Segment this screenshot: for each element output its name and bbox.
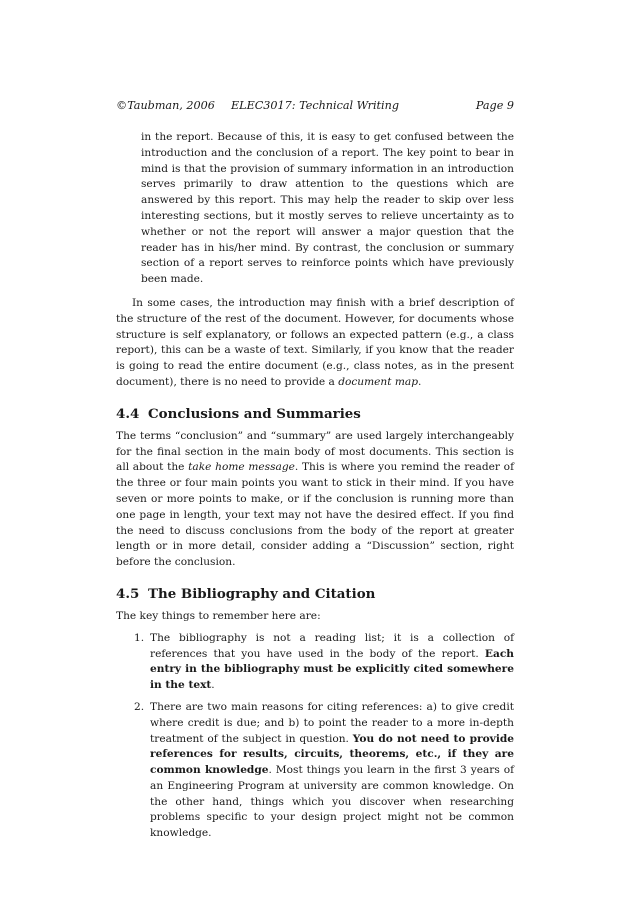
list-item-bold: You do not need to provide references for results, circuits, theorems, etc., if they are common knowledge: [150, 732, 515, 777]
intro-text: In some cases, the introduction may finish with a brief description of the structure of the rest of the document. However, for documents whose structure is self explanatory, or follows an expected pattern (e.g., a class report), this can be a waste of text. Similarly, if you know that the reader is going to read the entire document (e.g., class notes, as in the present document), there is no need to provide a: [116, 296, 514, 388]
section-4-4-paragraph: [116, 429, 514, 571]
section-4-4-text-end: . This is where you remind the reader of the three or four main points you want to stick in their mind. If you have seven or more points to make, or if the conclusion is running more than one page in length, your text may not have the desired effect. If you find the need to discuss conclusions from the body of the report at greater length or in more detail, consider adding a “Discussion” section, right before the conclusion.: [116, 461, 514, 569]
section-4-4-italic-term: take home message: [188, 461, 295, 474]
intro-italic-term: document map: [338, 375, 419, 388]
list-item-text: The bibliography is not a reading list; it is a collection of references that you have used in the body of the report.: [150, 631, 514, 660]
section-heading-4-4: [116, 405, 514, 423]
header-copyright: ©Taubman, 2006: [116, 99, 215, 112]
intro-text-end: .: [418, 375, 422, 388]
list-item-bold: Each entry in the bibliography must be explicitly cited somewhere in the text: [150, 647, 514, 692]
section-heading-4-5: [116, 585, 514, 603]
section-title: Conclusions and Summaries: [148, 405, 361, 422]
header-course-title: ELEC3017: Technical Writing: [230, 99, 400, 112]
list-item-marker: 2.: [134, 700, 145, 713]
section-4-4-text: The terms “conclusion” and “summary” are used largely interchangeably for the final section in the main body of most documents. This section is all about the: [116, 429, 514, 474]
section-title: The Bibliography and Citation: [148, 585, 376, 602]
header-page-number: Page 9: [475, 99, 514, 112]
section-number: 4.5: [116, 585, 140, 602]
intro-paragraph: [116, 296, 514, 391]
continued-indented-block: in the report. Because of this, it is easy to get confused between the introduction and the conclusion of a report. The key point to bear in mind is that the provision of summary information in an introduction serves primarily to draw attention to the questions which are answered by this report. This may help the reader to skip over less interesting sections, but it mostly serves to relieve uncertainty as to whether or not the report will answer a major question that the reader has in his/her mind. By contrast, the conclusion or summary section of a report serves to reinforce points which have previously been made.: [141, 131, 514, 286]
list-item-text-end: . Most things you learn in the first 3 years of an Engineering Program at university are common knowledge. On the other hand, things which you discover when researching problems specific to your design project might not be common knowledge.: [150, 764, 514, 840]
page-body: [116, 130, 514, 848]
running-header: [116, 98, 514, 114]
section-4-5-lead: The key things to remember here are:: [116, 609, 321, 622]
key-points-list: [116, 631, 514, 842]
section-number: 4.4: [116, 405, 140, 422]
list-item-text: There are two main reasons for citing references: a) to give credit where credit is due; and b) to point the reader to a more in-depth treatment of the subject in question.: [150, 700, 514, 745]
list-item-marker: 1.: [134, 631, 145, 644]
list-item: [116, 631, 514, 694]
list-item: [116, 700, 514, 842]
list-item-text-end: .: [211, 679, 215, 692]
